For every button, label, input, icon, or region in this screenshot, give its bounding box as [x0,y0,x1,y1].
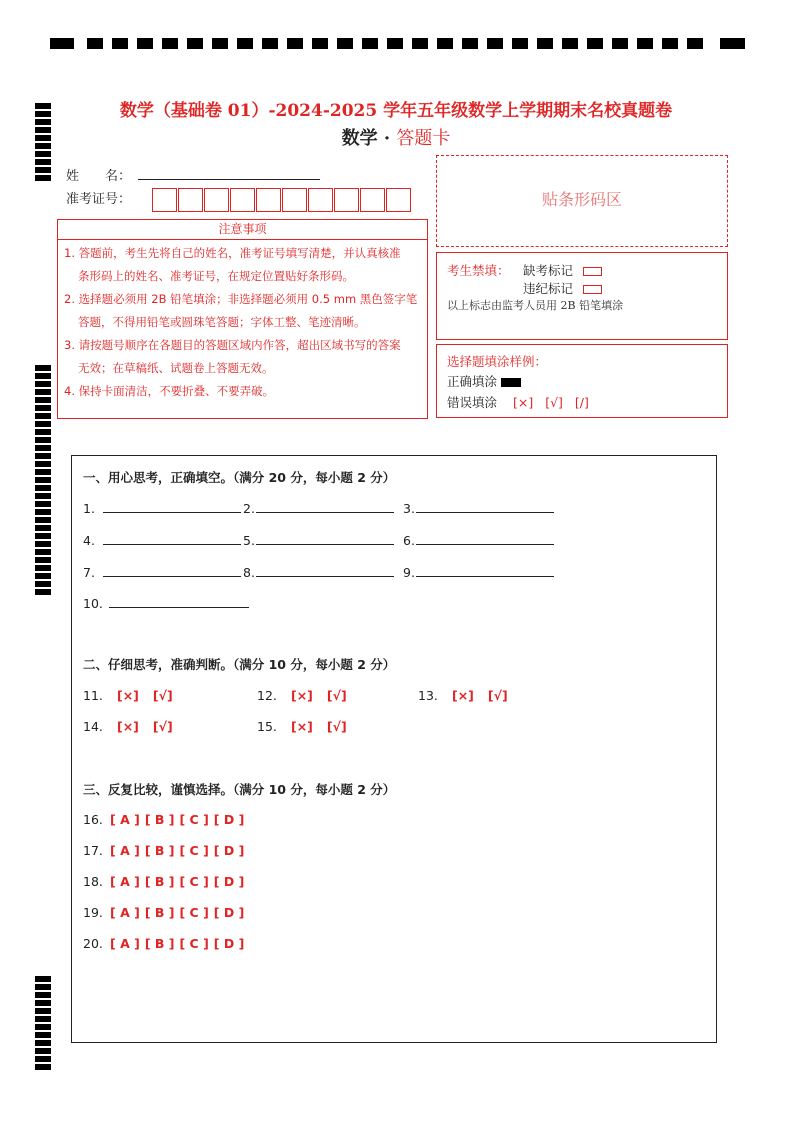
judge-option-true[interactable]: [√] [326,719,347,734]
timing-mark [35,381,51,387]
violation-mark-box[interactable] [583,285,602,294]
answer-blank[interactable] [109,595,249,608]
question-number: 7. [83,565,95,580]
subtitle-dot: · [383,128,391,149]
timing-mark [720,38,745,49]
exam-marks-label: 考生禁填： [447,263,510,278]
timing-mark [412,38,428,49]
timing-mark [162,38,178,49]
timing-mark [637,38,653,49]
id-digit-box[interactable] [230,188,255,212]
timing-mark [87,38,103,49]
timing-mark [35,517,51,523]
absent-mark [523,261,602,279]
question-number: 11. [83,688,103,703]
timing-mark [35,413,51,419]
choice-option-c[interactable]: [ C ] [179,936,209,951]
choice-option-d[interactable]: [ D ] [213,843,245,858]
judge-option-false[interactable]: [×] [452,688,474,703]
top-timing-marks [50,38,745,51]
timing-mark [337,38,353,49]
question-number: 3. [403,501,415,516]
id-digit-box[interactable] [386,188,411,212]
timing-mark [312,38,328,49]
fill-blank-item [243,532,394,548]
fill-example-box [436,344,728,418]
timing-mark [437,38,453,49]
timing-mark [662,38,678,49]
answer-blank[interactable] [416,564,554,577]
timing-mark [35,984,51,990]
fill-blank-item [403,564,554,580]
correct-fill-label: 正确填涂 [447,374,498,389]
id-digit-box[interactable] [256,188,281,212]
notice-item-3-line1: 3. 请按题号顺序在各题目的答题区域内作答，超出区域书写的答案 [64,338,401,352]
timing-mark [35,549,51,555]
answer-blank[interactable] [103,564,241,577]
judge-question [418,688,522,703]
choice-option-d[interactable]: [ D ] [213,936,245,951]
judge-option-false[interactable]: [×] [291,719,313,734]
exam-marks-note: 以上标志由监考人员用 2B 铅笔填涂 [447,299,624,312]
id-digit-box[interactable] [282,188,307,212]
timing-mark [35,167,51,173]
violation-mark-label: 违纪标记 [523,281,574,296]
judge-question [257,688,361,703]
section-3-title: 三、反复比较，谨慎选择。（满分 10 分，每小题 2 分） [83,782,396,797]
timing-mark [35,557,51,563]
timing-mark [35,581,51,587]
fill-blank-item [83,564,241,580]
question-number: 13. [418,688,438,703]
fill-example-title: 选择题填涂样例： [447,354,548,369]
timing-mark [35,429,51,435]
choice-option-c[interactable]: [ C ] [179,843,209,858]
timing-mark [35,493,51,499]
judge-option-false[interactable]: [×] [291,688,313,703]
answer-blank[interactable] [256,500,394,513]
timing-mark [35,437,51,443]
absent-mark-label: 缺考标记 [523,263,574,278]
question-number: 10. [83,596,103,611]
notice-box [57,219,428,419]
timing-mark [35,469,51,475]
choice-question [83,843,249,858]
notice-item-1-line1: 1. 答题前，考生先将自己的姓名，准考证号填写清楚，并认真核准 [64,246,401,260]
subtitle-subject: 数学 [341,128,378,149]
question-number: 15. [257,719,277,734]
wrong-mark-check: [√] [545,395,563,410]
timing-mark [35,565,51,571]
timing-mark [35,573,51,579]
question-number: 16. [83,812,103,827]
question-number: 18. [83,874,103,889]
fill-blank-item [243,564,394,580]
timing-mark [35,1032,51,1038]
timing-mark [35,1016,51,1022]
answer-blank[interactable] [103,532,241,545]
fill-blank-item [83,532,241,548]
timing-mark [35,159,51,165]
choice-option-c[interactable]: [ C ] [179,874,209,889]
timing-mark [487,38,503,49]
notice-title: 注意事项 [58,220,427,240]
choice-option-c[interactable]: [ C ] [179,905,209,920]
timing-mark [212,38,228,49]
timing-mark [35,485,51,491]
timing-mark [35,373,51,379]
timing-mark [35,453,51,459]
answer-blank[interactable] [103,500,241,513]
choice-option-b[interactable]: [ B ] [144,905,175,920]
notice-item-2-line1: 2. 选择题必须用 2B 铅笔填涂；非选择题必须用 0.5 mm 黑色签字笔 [64,292,418,306]
choice-option-a[interactable]: [ A ] [110,936,140,951]
judge-question [257,719,361,734]
answer-blank[interactable] [256,564,394,577]
section-1-title: 一、用心思考，正确填空。（满分 20 分，每小题 2 分） [83,470,396,485]
page-title: 数学（基础卷 01）-2024-2025 学年五年级数学上学期期末名校真题卷 [119,101,673,121]
judge-option-true[interactable]: [√] [326,688,347,703]
notice-item-3-line2: 无效；在草稿纸、试题卷上答题无效。 [78,361,274,375]
name-field[interactable] [138,179,320,180]
judge-option-false[interactable]: [×] [117,688,139,703]
timing-mark [35,541,51,547]
timing-mark [537,38,553,49]
timing-mark [35,509,51,515]
timing-mark [35,389,51,395]
fill-blank-item [403,532,554,548]
choice-option-d[interactable]: [ D ] [213,812,245,827]
timing-mark [262,38,278,49]
timing-mark [50,38,74,49]
subtitle-card: 答题卡 [396,128,451,149]
choice-option-b[interactable]: [ B ] [144,936,175,951]
choice-option-a[interactable]: [ A ] [110,905,140,920]
choice-question [83,812,249,827]
timing-mark [287,38,303,49]
section-2-title: 二、仔细思考，准确判断。（满分 10 分，每小题 2 分） [83,657,396,672]
timing-mark [687,38,703,49]
timing-mark [35,533,51,539]
timing-mark [35,1040,51,1046]
timing-mark [362,38,378,49]
correct-fill-row [447,372,521,390]
timing-mark [35,461,51,467]
timing-mark [35,397,51,403]
barcode-label: 贴条形码区 [541,190,622,209]
timing-mark [35,477,51,483]
answer-blank[interactable] [256,532,394,545]
timing-mark [387,38,403,49]
timing-mark [35,365,51,371]
timing-mark [35,1064,51,1070]
id-label: 准考证号： [66,192,132,207]
question-number: 14. [83,719,103,734]
timing-mark [35,501,51,507]
id-digit-box[interactable] [308,188,333,212]
notice-item-2-line2: 答题，不得用铅笔或圆珠笔答题；字体工整、笔迹清晰。 [78,315,366,329]
judge-question [83,719,187,734]
question-number: 5. [243,533,255,548]
id-digit-box[interactable] [360,188,385,212]
choice-option-a[interactable]: [ A ] [110,874,140,889]
choice-question [83,936,249,951]
fill-blank-item [83,595,249,611]
choice-option-b[interactable]: [ B ] [144,843,175,858]
question-number: 20. [83,936,103,951]
question-number: 19. [83,905,103,920]
timing-mark [587,38,603,49]
answer-blank[interactable] [416,500,554,513]
timing-mark [35,421,51,427]
timing-mark [35,992,51,998]
timing-mark [35,1056,51,1062]
choice-option-a[interactable]: [ A ] [110,843,140,858]
timing-mark [35,445,51,451]
timing-mark [35,1008,51,1014]
choice-option-b[interactable]: [ B ] [144,812,175,827]
barcode-area [436,155,728,247]
choice-option-d[interactable]: [ D ] [213,905,245,920]
timing-mark [35,1000,51,1006]
question-number: 4. [83,533,95,548]
wrong-mark-slash: [/] [574,395,589,410]
card-subtitle [0,124,792,150]
timing-mark [137,38,153,49]
exam-marks-box [436,252,728,340]
judge-option-true[interactable]: [√] [152,719,173,734]
timing-mark [462,38,478,49]
choice-option-c[interactable]: [ C ] [179,812,209,827]
id-number-boxes[interactable] [152,188,412,212]
id-digit-box[interactable] [334,188,359,212]
timing-mark [112,38,128,49]
judge-option-true[interactable]: [√] [152,688,173,703]
judge-question [83,688,187,703]
timing-mark [612,38,628,49]
answer-blank[interactable] [416,532,554,545]
choice-option-a[interactable]: [ A ] [110,812,140,827]
question-number: 2. [243,501,255,516]
notice-list [58,240,427,403]
judge-option-true[interactable]: [√] [487,688,508,703]
wrong-fill-row [447,393,589,411]
choice-option-d[interactable]: [ D ] [213,874,245,889]
question-number: 8. [243,565,255,580]
timing-mark [35,1024,51,1030]
id-digit-box[interactable] [152,188,177,212]
notice-item-4-line1: 4. 保持卡面清洁，不要折叠、不要弄破。 [64,384,275,398]
question-number: 6. [403,533,415,548]
timing-mark [562,38,578,49]
judge-option-false[interactable]: [×] [117,719,139,734]
wrong-fill-label: 错误填涂 [447,395,498,410]
choice-option-b[interactable]: [ B ] [144,874,175,889]
name-label: 姓 名： [66,169,132,184]
timing-mark [512,38,528,49]
violation-mark [523,279,602,297]
timing-mark [187,38,203,49]
fill-blank-item [83,500,241,516]
choice-question [83,905,249,920]
timing-mark [35,976,51,982]
question-number: 17. [83,843,103,858]
question-number: 1. [83,501,95,516]
timing-mark [35,405,51,411]
notice-item-1-line2: 条形码上的姓名、准考证号，在规定位置贴好条形码。 [78,269,354,283]
timing-mark [35,525,51,531]
timing-mark [35,589,51,595]
timing-mark [35,151,51,157]
id-digit-box[interactable] [178,188,203,212]
absent-mark-box[interactable] [583,267,602,276]
wrong-mark-cross: [×] [513,395,534,410]
timing-mark [35,175,51,181]
question-number: 12. [257,688,277,703]
id-digit-box[interactable] [204,188,229,212]
timing-mark [35,1048,51,1054]
question-number: 9. [403,565,415,580]
timing-mark [237,38,253,49]
choice-question [83,874,249,889]
fill-blank-item [403,500,554,516]
fill-blank-item [243,500,394,516]
filled-mark-sample [501,378,521,387]
